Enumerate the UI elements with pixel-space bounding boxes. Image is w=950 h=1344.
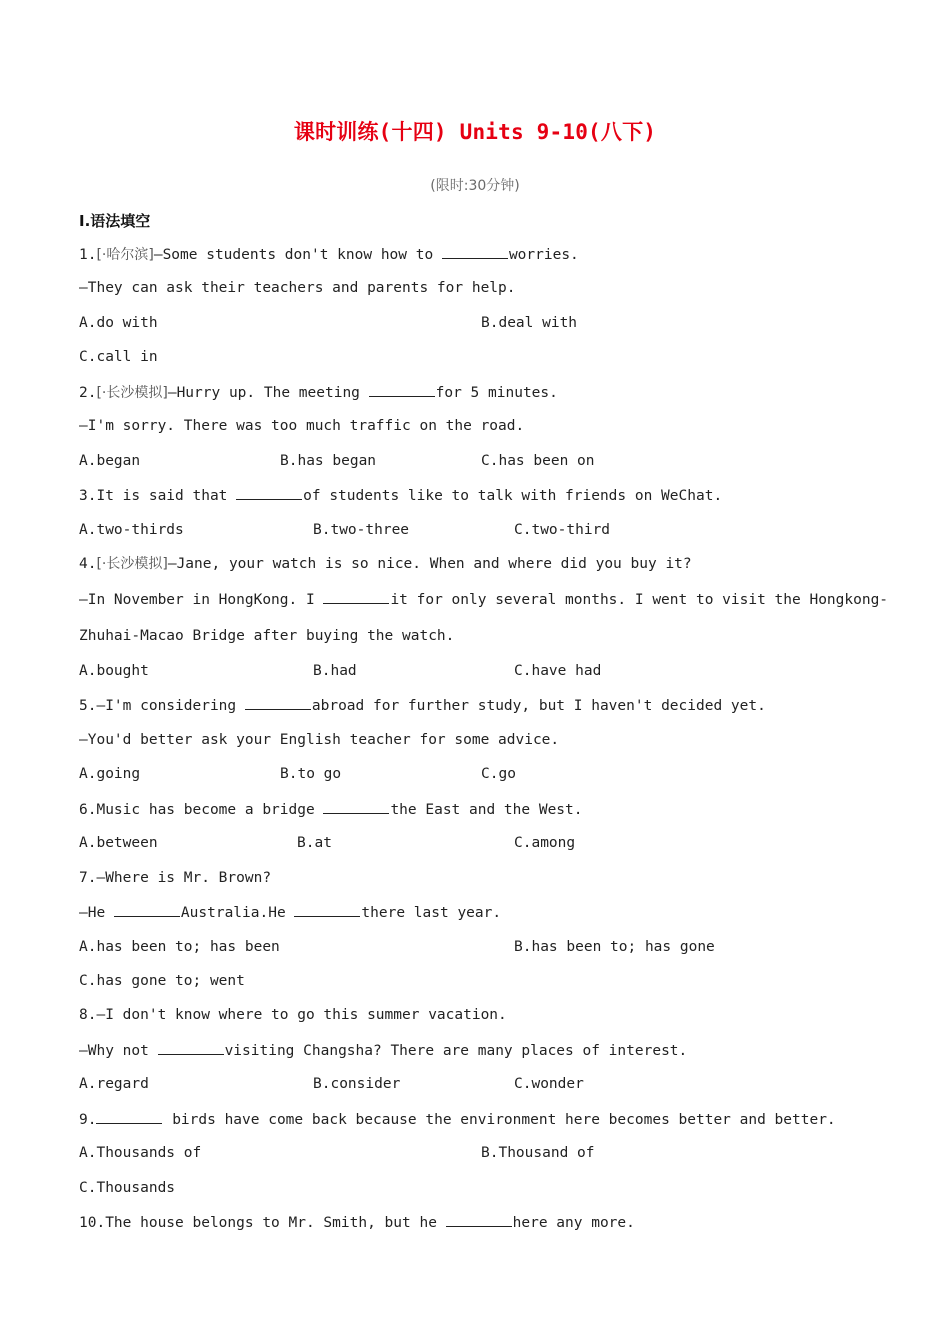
- question-text: Australia.He: [180, 905, 295, 921]
- question-4: [79, 554, 692, 574]
- question-4-reply: [79, 589, 888, 610]
- option-c[interactable]: C.has been on: [481, 453, 595, 469]
- option-c[interactable]: C.wonder: [514, 1076, 584, 1092]
- option-a[interactable]: A.bought: [79, 663, 149, 679]
- question-text: of students like to talk with friends on WeChat.: [303, 488, 723, 504]
- source-tag: [·长沙模拟]: [96, 556, 168, 572]
- question-text: worries.: [508, 247, 579, 263]
- option-a[interactable]: A.do with: [79, 315, 158, 331]
- option-b[interactable]: B.to go: [280, 766, 342, 782]
- question-5-reply: —You'd better ask your English teacher for some advice.: [79, 732, 560, 748]
- answer-blank[interactable]: [323, 799, 389, 814]
- option-c[interactable]: C.Thousands: [79, 1180, 176, 1196]
- option-a[interactable]: A.between: [79, 835, 158, 851]
- question-text: —Why not: [79, 1043, 158, 1059]
- option-b[interactable]: B.at: [297, 835, 332, 851]
- option-a[interactable]: A.has been to; has been: [79, 939, 280, 955]
- question-text: visiting Changsha? There are many places of interest.: [224, 1043, 688, 1059]
- question-2-reply: —I'm sorry. There was too much traffic on the road.: [79, 418, 525, 434]
- page-title: 课时训练(十四) Units 9-10(八下): [293, 120, 657, 144]
- question-number: 1.: [79, 247, 97, 263]
- question-text: 9.: [79, 1112, 97, 1128]
- question-text: abroad for further study, but I haven't decided yet.: [311, 698, 766, 714]
- option-a[interactable]: A.two-thirds: [79, 522, 184, 538]
- question-1-reply: —They can ask their teachers and parents for help.: [79, 280, 516, 296]
- question-3: [79, 485, 722, 506]
- question-5: [79, 695, 766, 716]
- section-heading: Ⅰ.语法填空: [79, 212, 151, 230]
- answer-blank[interactable]: [96, 1109, 162, 1124]
- answer-blank[interactable]: [158, 1040, 224, 1055]
- option-a[interactable]: A.regard: [79, 1076, 149, 1092]
- question-7-reply: [79, 902, 501, 923]
- question-text: —Hurry up. The meeting: [167, 385, 369, 401]
- question-7: 7.—Where is Mr. Brown?: [79, 870, 272, 886]
- question-1: [79, 244, 579, 265]
- option-b[interactable]: B.Thousand of: [481, 1145, 595, 1161]
- question-text: for 5 minutes.: [435, 385, 558, 401]
- question-number: 2.: [79, 385, 97, 401]
- option-c[interactable]: C.two-third: [514, 522, 611, 538]
- question-text: 10.The house belongs to Mr. Smith, but he: [79, 1215, 446, 1231]
- answer-blank[interactable]: [442, 244, 508, 259]
- question-text: the East and the West.: [390, 802, 583, 818]
- question-4-reply-cont: Zhuhai-Macao Bridge after buying the watch.: [79, 628, 455, 644]
- question-text: —Some students don't know how to: [153, 247, 442, 263]
- question-text: here any more.: [512, 1215, 635, 1231]
- answer-blank[interactable]: [294, 902, 360, 917]
- question-number: 4.: [79, 556, 97, 572]
- answer-blank[interactable]: [369, 382, 435, 397]
- option-b[interactable]: B.two-three: [313, 522, 410, 538]
- question-text: 3.It is said that: [79, 488, 237, 504]
- time-limit: (限时:30分钟): [430, 178, 520, 194]
- option-b[interactable]: B.has been to; has gone: [514, 939, 715, 955]
- option-c[interactable]: C.call in: [79, 349, 158, 365]
- question-text: 6.Music has become a bridge: [79, 802, 324, 818]
- answer-blank[interactable]: [236, 485, 302, 500]
- question-text: there last year.: [361, 905, 502, 921]
- option-b[interactable]: B.deal with: [481, 315, 578, 331]
- option-b[interactable]: B.had: [313, 663, 357, 679]
- question-2: [79, 382, 558, 403]
- question-8: 8.—I don't know where to go this summer vacation.: [79, 1007, 507, 1023]
- answer-blank[interactable]: [323, 589, 389, 604]
- option-c[interactable]: C.have had: [514, 663, 602, 679]
- question-text: 5.—I'm considering: [79, 698, 245, 714]
- option-a[interactable]: A.Thousands of: [79, 1145, 202, 1161]
- question-text: —Jane, your watch is so nice. When and where did you buy it?: [167, 556, 692, 572]
- question-10: [79, 1212, 635, 1233]
- question-text: —In November in HongKong. I: [79, 592, 324, 608]
- question-6: [79, 799, 583, 820]
- option-c[interactable]: C.among: [514, 835, 576, 851]
- source-tag: [·长沙模拟]: [96, 385, 168, 401]
- answer-blank[interactable]: [245, 695, 311, 710]
- question-text: —He: [79, 905, 114, 921]
- source-tag: [·哈尔滨]: [96, 247, 154, 263]
- option-b[interactable]: B.has began: [280, 453, 377, 469]
- option-b[interactable]: B.consider: [313, 1076, 401, 1092]
- question-text: it for only several months. I went to visit the Hongkong-: [390, 592, 889, 608]
- question-text: birds have come back because the environment here becomes better and better.: [163, 1112, 836, 1128]
- question-8-reply: [79, 1040, 687, 1061]
- answer-blank[interactable]: [114, 902, 180, 917]
- option-a[interactable]: A.began: [79, 453, 141, 469]
- answer-blank[interactable]: [446, 1212, 512, 1227]
- option-c[interactable]: C.has gone to; went: [79, 973, 245, 989]
- option-a[interactable]: A.going: [79, 766, 141, 782]
- question-9: [79, 1109, 836, 1130]
- option-c[interactable]: C.go: [481, 766, 516, 782]
